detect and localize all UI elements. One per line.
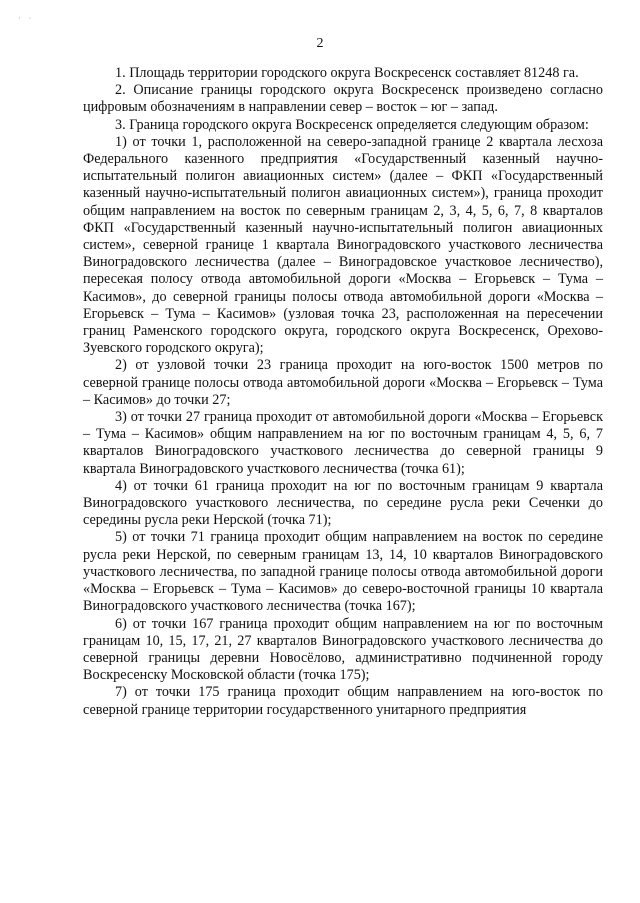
paragraph-point-167: 6) от точки 167 граница проходит общим направлением на юг по восточным границам 10, 15, 17, 21, 27 кварталов Виноградовского участкового лесничества до северной границы деревни Новосёлово, административно подчиненной городу Воскресенску Московской области (точка 175); — [83, 615, 603, 684]
document-body — [83, 65, 603, 719]
paragraph-point-175: 7) от точки 175 граница проходит общим направлением на юго-восток по северной границе территории государственного унитарного предприятия — [83, 684, 603, 718]
paragraph-point-61: 4) от точки 61 граница проходит на юг по восточным границам 9 квартала Виноградовского участкового лесничества, по середине русла реки Сеченки до середины русла реки Нерской (точка 71); — [83, 477, 603, 529]
paragraph-point-1: 1) от точки 1, расположенной на северо-западной границе 2 квартала лесхоза Федерального казенного предприятия «Государственный казенный научно-испытательный полигон авиационных систем» (далее – ФКП «Государственный казенный научно-испытательный полигон авиационных систем»), граница проходит общим направлением на восток по северным границам 2, 3, 4, 5, 6, 7, 8 кварталов ФКП «Государственный казенный научно-испытательный полигон авиационных систем», северной границе 1 квартала Виноградовского участкового лесничества Виноградовского лесничества (далее – Виноградовское участковое лесничество), пересекая полосу отвода автомобильной дороги «Москва – Егорьевск – Тума – Касимов», до северной границы полосы отвода автомобильной дороги «Москва – Егорьевск – Тума – Касимов» (узловая точка 23, расположенная на пересечении границ Раменского городского округа, городского округа Воскресенск, Орехово-Зуевского городского округа); — [83, 133, 603, 357]
paragraph-boundary-description: 2. Описание границы городского округа Воскресенск произведено согласно цифровым обозначениям в направлении север – восток – юг – запад. — [83, 82, 603, 116]
paragraph-point-23: 2) от узловой точки 23 граница проходит на юго-восток 1500 метров по северной границе полосы отвода автомобильной дороги «Москва – Егорьевск – Тума – Касимов» до точки 27; — [83, 357, 603, 408]
paragraph-point-27: 3) от точки 27 граница проходит от автомобильной дороги «Москва – Егорьевск – Тума – Касимов» общим направлением на юг по восточным границам 4, 5, 6, 7 кварталов Виноградовского участкового лесничества до северной границы 9 квартала Виноградовского участкового лесничества (точка 61); — [83, 409, 603, 477]
scan-artifact-mark: · · — [18, 14, 35, 23]
page-number: 2 — [316, 36, 324, 51]
paragraph-point-71: 5) от точки 71 граница проходит общим направлением на восток по середине русла реки Нерской, по северным границам 13, 14, 10 кварталов Виноградовского участкового лесничества, по западной границе полосы отвода автомобильной дороги «Москва – Егорьевск – Тума – Касимов» до северо-восточной границы 10 квартала Виноградовского участкового лесничества (точка 167); — [83, 529, 603, 615]
paragraph-boundary-definition: 3. Граница городского округа Воскресенск определяется следующим образом: — [115, 116, 589, 133]
paragraph-area: 1. Площадь территории городского округа Воскресенск составляет 81248 га. — [115, 65, 579, 81]
